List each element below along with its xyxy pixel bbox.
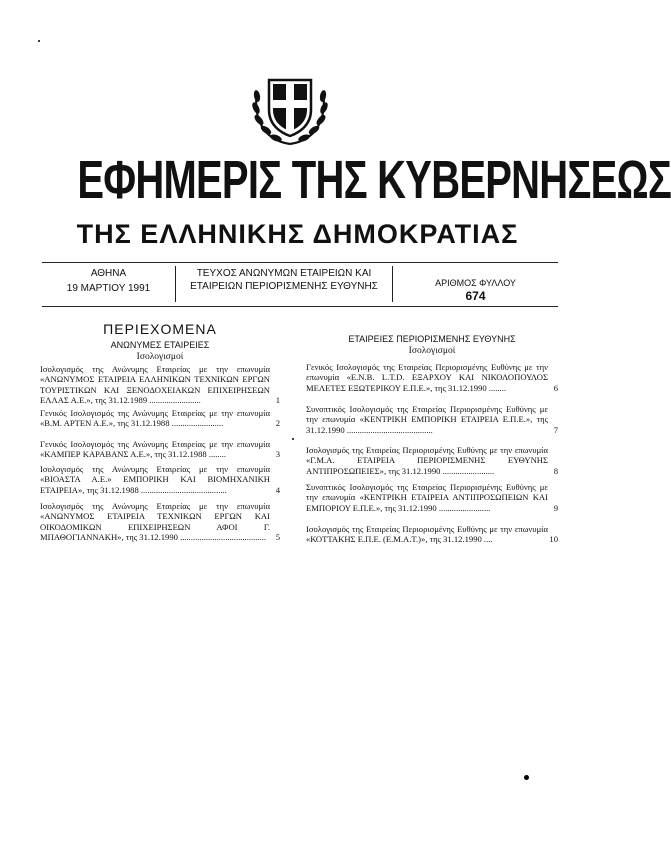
header-sheet-number: 674 <box>465 289 486 303</box>
coat-of-arms-icon <box>249 66 331 148</box>
toc-entry-text: Ισολογισμός της Ανώνυμης Εταιρείας με την επωνυμία «ΑΝΩΝΥΜΟΣ ΕΤΑΙΡΕΙΑ ΕΛΛΗΝΙΚΩΝ ΤΕΧΝΙΚΩΝ ΕΡΓΩΝ ΤΟΥΡΙΣΤΙΚΩΝ ΚΑΙ ΞΕΝΟΔΟΧΕΙΑΚΩΝ ΕΠΙΧΕΙΡΗΣΕΩΝ ΕΛΛΑΣ Α.Ε.», της 31.12.1989 ........................ <box>40 364 270 406</box>
toc-entry[interactable] <box>40 439 280 460</box>
toc-entry-text: Ισολογισμός της Ανώνυμης Εταιρείας με την επωνυμία «ΑΝΩΝΥΜΟΣ ΕΤΑΙΡΕΙΑ ΤΕΧΝΙΚΩΝ ΕΡΓΩΝ ΚΑΙ ΟΙΚΟΔΟΜΙΚΩΝ ΕΠΙΧΕΙΡΗΣΕΩΝ ΑΦΟΙ Γ. ΜΠΑΘΟΓΙΑΝΝΑΚΗ», της 31.12.1990 ........................................ <box>40 501 270 543</box>
toc-entry[interactable] <box>306 482 558 513</box>
toc-entry[interactable] <box>306 404 558 435</box>
toc-entry-number: 9 <box>553 502 558 513</box>
header-city: ΑΘΗΝΑ <box>90 268 127 279</box>
toc-entry-number: 8 <box>553 465 558 476</box>
header-top-rule <box>42 262 558 263</box>
header-sheet-label: ΑΡΙΘΜΟΣ ΦΥΛΛΟΥ <box>435 278 516 288</box>
toc-entry[interactable] <box>306 362 558 393</box>
header-date: 19 ΜΑΡΤΙΟΥ 1991 <box>66 283 151 294</box>
toc-entry-text: Γενικός Ισολογισμός της Ανώνυμης Εταιρείας με την επωνυμία «Β.Μ. ΑΡΤΕΝ Α.Ε.», της 31.12.1988 ........................ <box>40 408 270 429</box>
toc-entry-number: 3 <box>275 449 280 460</box>
toc-entry-text: Γενικός Ισολογισμός της Εταιρείας Περιορισμένης Ευθύνης με την επωνυμία «Ε.Ν.Β. L.T.D. ΕΞΑΡΧΟΥ ΚΑΙ ΝΙΚΟΛΟΠΟΥΛΟΣ ΜΕΛΕΤΕΣ ΕΞΩΤΕΡΙΚΟΥ Ε.Π.Ε.», της 31.12.1990 ........ <box>306 362 548 393</box>
right-subsection-heading: Ισολογισμοί <box>408 346 456 356</box>
header-bottom-rule <box>42 306 558 307</box>
scan-speck <box>38 40 40 42</box>
left-subsection-heading: Ισολογισμοί <box>136 352 184 362</box>
toc-entry-text: Ισολογισμός της Εταιρείας Περιορισμένης Ευθύνης με την επωνυμία «ΚΟΤΤΑΚΗΣ Ε.Π.Ε. (Ε.Μ.Α.Τ.)», της 31.12.1990 .... <box>306 524 548 545</box>
toc-entry[interactable] <box>306 445 558 476</box>
toc-entry-number: 4 <box>275 484 280 495</box>
toc-entry-text: Γενικός Ισολογισμός της Ανώνυμης Εταιρείας με την επωνυμία «ΚΑΜΠΕΡ ΚΑΡΑΒΑΝΣ Α.Ε.», της 31.12.1988 ........ <box>40 439 270 460</box>
toc-entry-number: 6 <box>553 382 558 393</box>
toc-entry[interactable] <box>40 364 280 406</box>
masthead-subtitle: ΤΗΣ ΕΛΛΗΝΙΚΗΣ ΔΗΜΟΚΡΑΤΙΑΣ <box>76 219 519 249</box>
header-issue-line1: ΤΕΥΧΟΣ ΑΝΩΝΥΜΩΝ ΕΤΑΙΡΕΙΩΝ ΚΑΙ <box>196 268 372 279</box>
left-section-heading: ΑΝΩΝΥΜΕΣ ΕΤΑΙΡΕΙΕΣ <box>110 340 210 350</box>
toc-entry-number: 2 <box>275 418 280 429</box>
toc-entry-number: 7 <box>553 424 558 435</box>
scan-speck <box>292 438 294 440</box>
toc-entry-text: Ισολογισμός της Ανώνυμης Εταιρείας με την επωνυμία «ΒΙΟΑΣΤΑ Α.Ε.» ΕΜΠΟΡΙΚΗ ΚΑΙ ΒΙΟΜΗΧΑΝΙΚΗ ΕΤΑΙΡΕΙΑ», της 31.12.1988 ........................................ <box>40 464 270 495</box>
toc-entry[interactable] <box>40 408 280 429</box>
header-issue-line2: ΕΤΑΙΡΕΙΩΝ ΠΕΡΙΟΡΙΣΜΕΝΗΣ ΕΥΘΥΝΗΣ <box>190 281 378 292</box>
toc-entry-number: 10 <box>549 534 558 545</box>
toc-entry[interactable] <box>40 501 280 543</box>
toc-entry-text: Ισολογισμός της Εταιρείας Περιορισμένης Ευθύνης με την επωνυμία «Γ.Μ.Α. ΕΤΑΙΡΕΙΑ ΠΕΡΙΟΡΙΣΜΕΝΗΣ ΕΥΘΥΝΗΣ ΑΝΤΙΠΡΟΣΩΠΕΙΕΣ», της 31.12.1990 ........................ <box>306 445 548 476</box>
contents-heading: ΠΕΡΙΕΧΟΜΕΝΑ <box>103 321 217 337</box>
toc-entry[interactable] <box>40 464 280 495</box>
toc-entry-number: 1 <box>275 395 280 406</box>
masthead-title: ΕΦΗΜΕΡΙΣ ΤΗΣ ΚΥΒΕΡΝΗΣΕΩΣ <box>77 150 671 210</box>
toc-entry[interactable] <box>306 524 558 545</box>
toc-entry-text: Συνοπτικός Ισολογισμός της Εταιρείας Περιορισμένης Ευθύνης με την επωνυμία «ΚΕΝΤΡΙΚΗ ΕΤΑΙΡΕΙΑ ΑΝΤΙΠΡΟΣΩΠΕΙΩΝ ΚΑΙ ΕΜΠΟΡΙΟΥ Ε.Π.Ε.», της 31.12.1990 ........................ <box>306 482 548 513</box>
toc-entry-number: 5 <box>275 532 280 543</box>
scan-speck <box>524 775 529 780</box>
right-section-heading: ΕΤΑΙΡΕΙΕΣ ΠΕΡΙΟΡΙΣΜΕΝΗΣ ΕΥΘΥΝΗΣ <box>348 334 516 344</box>
toc-entry-text: Συνοπτικός Ισολογισμός της Εταιρείας Περιορισμένης Ευθύνης με την επωνυμία «ΚΕΝΤΡΙΚΗ ΕΜΠΟΡΙΚΗ ΕΤΑΙΡΕΙΑ Ε.Π.Ε.», της 31.12.1990 ........................................ <box>306 404 548 435</box>
